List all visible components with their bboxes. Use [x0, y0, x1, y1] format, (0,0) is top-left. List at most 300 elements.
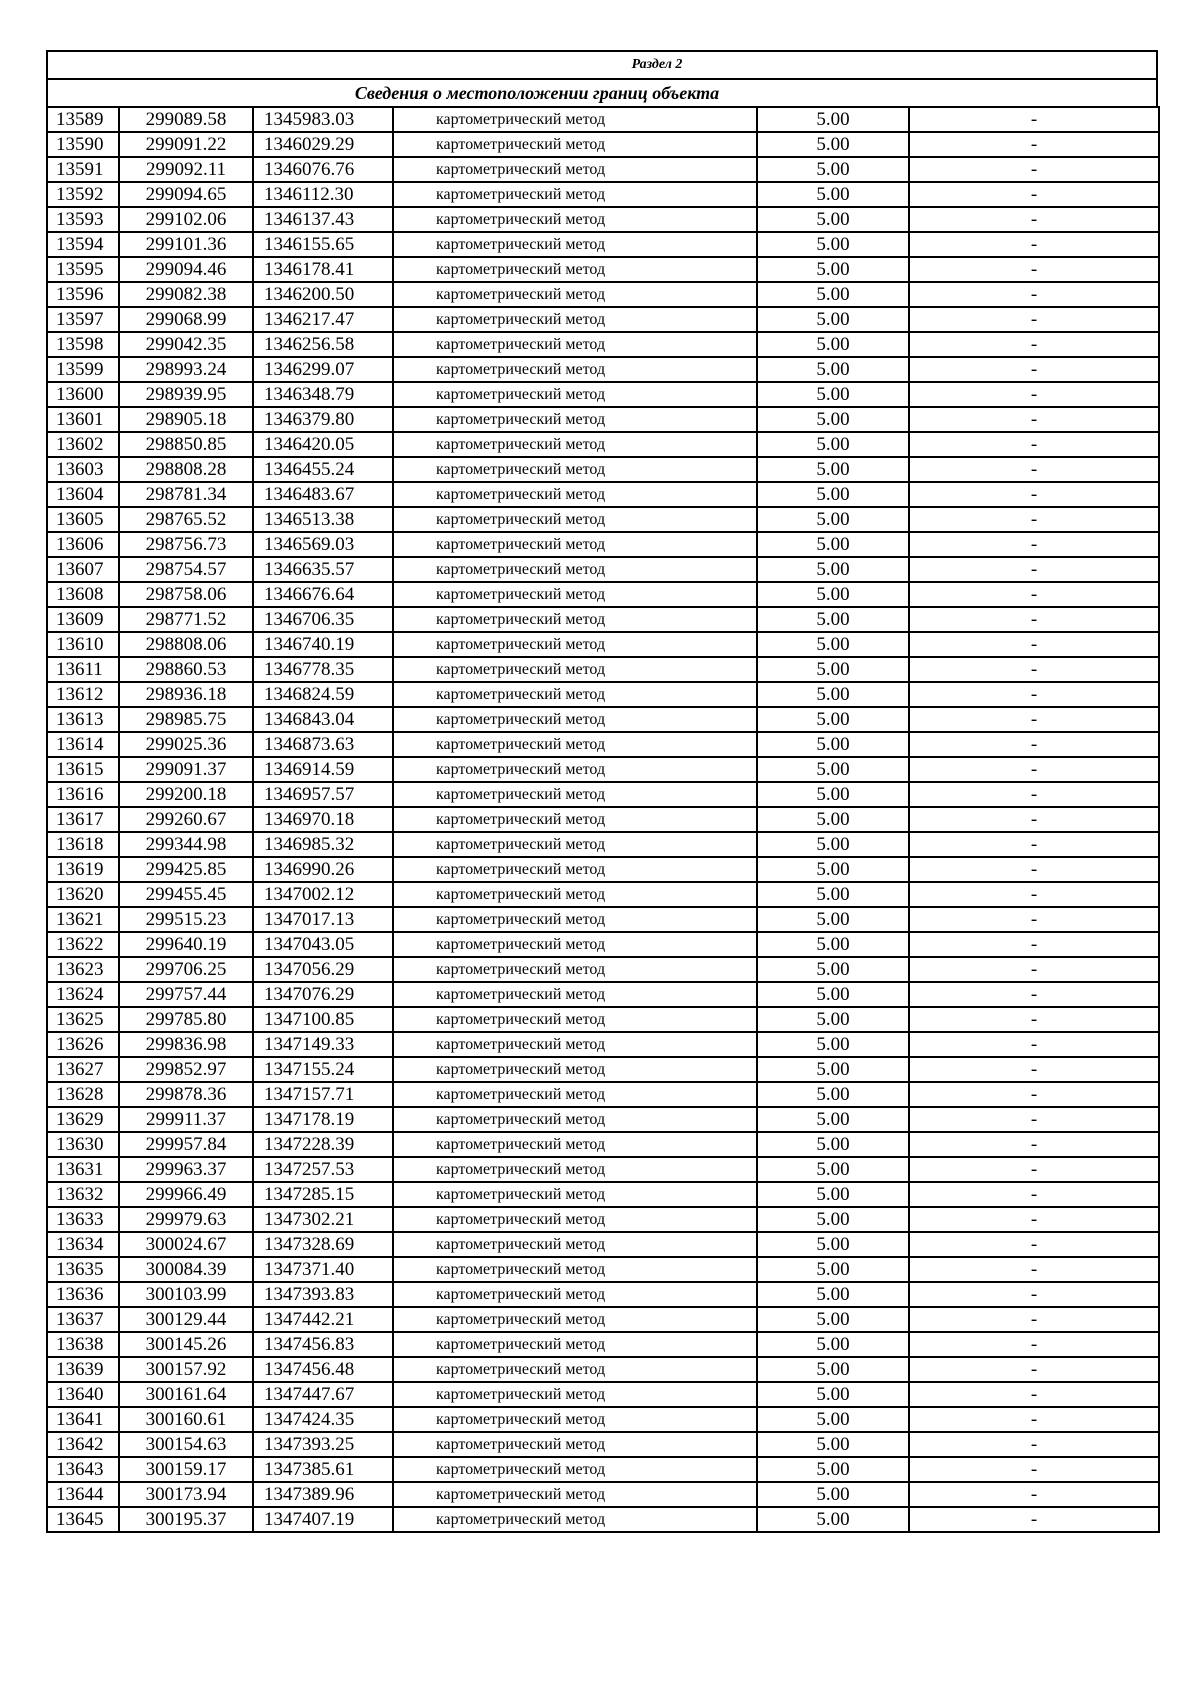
description-cell: - [909, 207, 1159, 232]
description-cell: - [909, 1382, 1159, 1407]
point-number-cell: 13603 [47, 457, 119, 482]
coord-x-cell: 298808.28 [119, 457, 253, 482]
table-row [47, 357, 1159, 382]
table-row [47, 657, 1159, 682]
description-cell: - [909, 1032, 1159, 1057]
point-number-cell: 13601 [47, 407, 119, 432]
coord-y-cell: 1346112.30 [253, 182, 393, 207]
point-number-cell: 13625 [47, 1007, 119, 1032]
point-number-cell: 13644 [47, 1482, 119, 1507]
method-cell: картометрический метод [393, 207, 757, 232]
table-row [47, 907, 1159, 932]
method-cell: картометрический метод [393, 1182, 757, 1207]
table-row [47, 557, 1159, 582]
coord-x-cell: 299966.49 [119, 1182, 253, 1207]
precision-cell: 5.00 [757, 1107, 909, 1132]
coord-x-cell: 298905.18 [119, 407, 253, 432]
method-cell: картометрический метод [393, 1507, 757, 1532]
precision-cell: 5.00 [757, 957, 909, 982]
method-cell: картометрический метод [393, 1482, 757, 1507]
precision-cell: 5.00 [757, 507, 909, 532]
precision-cell: 5.00 [757, 1082, 909, 1107]
description-cell: - [909, 307, 1159, 332]
point-number-cell: 13616 [47, 782, 119, 807]
point-number-cell: 13610 [47, 632, 119, 657]
description-cell: - [909, 1357, 1159, 1382]
method-cell: картометрический метод [393, 107, 757, 132]
description-cell: - [909, 457, 1159, 482]
method-cell: картометрический метод [393, 1132, 757, 1157]
point-number-cell: 13640 [47, 1382, 119, 1407]
table-row [47, 1432, 1159, 1457]
point-number-cell: 13639 [47, 1357, 119, 1382]
description-cell: - [909, 982, 1159, 1007]
coord-y-cell: 1346843.04 [253, 707, 393, 732]
description-cell: - [909, 557, 1159, 582]
table-row [47, 582, 1159, 607]
coord-y-cell: 1346029.29 [253, 132, 393, 157]
precision-cell: 5.00 [757, 682, 909, 707]
precision-cell: 5.00 [757, 1057, 909, 1082]
description-cell: - [909, 1057, 1159, 1082]
point-number-cell: 13613 [47, 707, 119, 732]
coord-y-cell: 1346483.67 [253, 482, 393, 507]
description-cell: - [909, 182, 1159, 207]
coord-x-cell: 298860.53 [119, 657, 253, 682]
method-cell: картометрический метод [393, 682, 757, 707]
table-row [47, 1332, 1159, 1357]
coord-y-cell: 1347456.83 [253, 1332, 393, 1357]
table-row [47, 882, 1159, 907]
point-number-cell: 13623 [47, 957, 119, 982]
description-cell: - [909, 282, 1159, 307]
method-cell: картометрический метод [393, 307, 757, 332]
table-row [47, 1032, 1159, 1057]
method-cell: картометрический метод [393, 832, 757, 857]
coord-y-cell: 1346970.18 [253, 807, 393, 832]
precision-cell: 5.00 [757, 1457, 909, 1482]
point-number-cell: 13635 [47, 1257, 119, 1282]
method-cell: картометрический метод [393, 507, 757, 532]
table-row [47, 682, 1159, 707]
description-cell: - [909, 507, 1159, 532]
description-cell: - [909, 607, 1159, 632]
description-cell: - [909, 632, 1159, 657]
coord-x-cell: 300160.61 [119, 1407, 253, 1432]
point-number-cell: 13614 [47, 732, 119, 757]
method-cell: картометрический метод [393, 757, 757, 782]
precision-cell: 5.00 [757, 657, 909, 682]
point-number-cell: 13612 [47, 682, 119, 707]
coord-y-cell: 1347017.13 [253, 907, 393, 932]
point-number-cell: 13626 [47, 1032, 119, 1057]
description-cell: - [909, 782, 1159, 807]
coord-y-cell: 1347285.15 [253, 1182, 393, 1207]
precision-cell: 5.00 [757, 282, 909, 307]
description-cell: - [909, 1482, 1159, 1507]
precision-cell: 5.00 [757, 1432, 909, 1457]
point-number-cell: 13596 [47, 282, 119, 307]
method-cell: картометрический метод [393, 482, 757, 507]
coord-x-cell: 299515.23 [119, 907, 253, 932]
coord-y-cell: 1347228.39 [253, 1132, 393, 1157]
description-cell: - [909, 882, 1159, 907]
method-cell: картометрический метод [393, 1382, 757, 1407]
coord-y-cell: 1346348.79 [253, 382, 393, 407]
point-number-cell: 13591 [47, 157, 119, 182]
precision-cell: 5.00 [757, 1382, 909, 1407]
coord-x-cell: 298939.95 [119, 382, 253, 407]
coord-x-cell: 299757.44 [119, 982, 253, 1007]
method-cell: картометрический метод [393, 1332, 757, 1357]
point-number-cell: 13621 [47, 907, 119, 932]
coord-x-cell: 299101.36 [119, 232, 253, 257]
point-number-cell: 13642 [47, 1432, 119, 1457]
document-title: Сведения о местоположении границ объекта [46, 78, 1158, 106]
coord-x-cell: 300159.17 [119, 1457, 253, 1482]
point-number-cell: 13602 [47, 432, 119, 457]
point-number-cell: 13636 [47, 1282, 119, 1307]
coord-y-cell: 1347002.12 [253, 882, 393, 907]
coord-x-cell: 299091.37 [119, 757, 253, 782]
description-cell: - [909, 257, 1159, 282]
precision-cell: 5.00 [757, 882, 909, 907]
description-cell: - [909, 107, 1159, 132]
table-row [47, 1407, 1159, 1432]
precision-cell: 5.00 [757, 932, 909, 957]
method-cell: картометрический метод [393, 1357, 757, 1382]
precision-cell: 5.00 [757, 1207, 909, 1232]
table-row [47, 1507, 1159, 1532]
point-number-cell: 13645 [47, 1507, 119, 1532]
description-cell: - [909, 757, 1159, 782]
coord-y-cell: 1346513.38 [253, 507, 393, 532]
coord-y-cell: 1346985.32 [253, 832, 393, 857]
coord-x-cell: 298758.06 [119, 582, 253, 607]
method-cell: картометрический метод [393, 557, 757, 582]
precision-cell: 5.00 [757, 1132, 909, 1157]
description-cell: - [909, 907, 1159, 932]
precision-cell: 5.00 [757, 982, 909, 1007]
table-row [47, 632, 1159, 657]
description-cell: - [909, 807, 1159, 832]
description-cell: - [909, 932, 1159, 957]
coord-x-cell: 299042.35 [119, 332, 253, 357]
coord-y-cell: 1347456.48 [253, 1357, 393, 1382]
method-cell: картометрический метод [393, 1232, 757, 1257]
method-cell: картометрический метод [393, 432, 757, 457]
coord-y-cell: 1346676.64 [253, 582, 393, 607]
description-cell: - [909, 1007, 1159, 1032]
coord-y-cell: 1346155.65 [253, 232, 393, 257]
coord-y-cell: 1346137.43 [253, 207, 393, 232]
point-number-cell: 13627 [47, 1057, 119, 1082]
coord-x-cell: 299963.37 [119, 1157, 253, 1182]
precision-cell: 5.00 [757, 857, 909, 882]
description-cell: - [909, 857, 1159, 882]
method-cell: картометрический метод [393, 232, 757, 257]
table-row [47, 1457, 1159, 1482]
coord-x-cell: 298808.06 [119, 632, 253, 657]
coord-y-cell: 1347155.24 [253, 1057, 393, 1082]
coord-x-cell: 300145.26 [119, 1332, 253, 1357]
coord-x-cell: 299094.46 [119, 257, 253, 282]
coord-x-cell: 299068.99 [119, 307, 253, 332]
table-row [47, 782, 1159, 807]
description-cell: - [909, 407, 1159, 432]
description-cell: - [909, 232, 1159, 257]
table-row [47, 857, 1159, 882]
method-cell: картометрический метод [393, 932, 757, 957]
precision-cell: 5.00 [757, 1332, 909, 1357]
precision-cell: 5.00 [757, 1157, 909, 1182]
description-cell: - [909, 157, 1159, 182]
method-cell: картометрический метод [393, 282, 757, 307]
method-cell: картометрический метод [393, 1007, 757, 1032]
method-cell: картометрический метод [393, 1432, 757, 1457]
point-number-cell: 13638 [47, 1332, 119, 1357]
precision-cell: 5.00 [757, 407, 909, 432]
method-cell: картометрический метод [393, 732, 757, 757]
coord-y-cell: 1346455.24 [253, 457, 393, 482]
coord-y-cell: 1347328.69 [253, 1232, 393, 1257]
table-row [47, 1057, 1159, 1082]
method-cell: картометрический метод [393, 1032, 757, 1057]
coord-x-cell: 299706.25 [119, 957, 253, 982]
method-cell: картометрический метод [393, 1082, 757, 1107]
point-number-cell: 13630 [47, 1132, 119, 1157]
table-row [47, 407, 1159, 432]
description-cell: - [909, 1207, 1159, 1232]
document-sheet [46, 50, 1158, 1533]
description-cell: - [909, 1432, 1159, 1457]
coord-y-cell: 1347371.40 [253, 1257, 393, 1282]
point-number-cell: 13624 [47, 982, 119, 1007]
precision-cell: 5.00 [757, 607, 909, 632]
coord-y-cell: 1347076.29 [253, 982, 393, 1007]
point-number-cell: 13615 [47, 757, 119, 782]
table-row [47, 1307, 1159, 1332]
description-cell: - [909, 1307, 1159, 1332]
table-row [47, 1232, 1159, 1257]
coord-x-cell: 300195.37 [119, 1507, 253, 1532]
table-row [47, 1107, 1159, 1132]
coord-y-cell: 1346379.80 [253, 407, 393, 432]
point-number-cell: 13618 [47, 832, 119, 857]
precision-cell: 5.00 [757, 232, 909, 257]
precision-cell: 5.00 [757, 1032, 909, 1057]
coord-y-cell: 1347393.25 [253, 1432, 393, 1457]
point-number-cell: 13592 [47, 182, 119, 207]
precision-cell: 5.00 [757, 332, 909, 357]
coord-x-cell: 300084.39 [119, 1257, 253, 1282]
coord-x-cell: 298765.52 [119, 507, 253, 532]
point-number-cell: 13608 [47, 582, 119, 607]
table-row [47, 732, 1159, 757]
coord-x-cell: 300157.92 [119, 1357, 253, 1382]
coord-y-cell: 1347302.21 [253, 1207, 393, 1232]
point-number-cell: 13599 [47, 357, 119, 382]
table-row [47, 1482, 1159, 1507]
precision-cell: 5.00 [757, 907, 909, 932]
point-number-cell: 13620 [47, 882, 119, 907]
coord-x-cell: 299425.85 [119, 857, 253, 882]
method-cell: картометрический метод [393, 582, 757, 607]
coord-x-cell: 299957.84 [119, 1132, 253, 1157]
method-cell: картометрический метод [393, 1107, 757, 1132]
table-row [47, 607, 1159, 632]
precision-cell: 5.00 [757, 1357, 909, 1382]
coord-x-cell: 299979.63 [119, 1207, 253, 1232]
coord-y-cell: 1347149.33 [253, 1032, 393, 1057]
method-cell: картометрический метод [393, 857, 757, 882]
method-cell: картометрический метод [393, 1282, 757, 1307]
point-number-cell: 13641 [47, 1407, 119, 1432]
precision-cell: 5.00 [757, 157, 909, 182]
precision-cell: 5.00 [757, 1507, 909, 1532]
method-cell: картометрический метод [393, 882, 757, 907]
description-cell: - [909, 532, 1159, 557]
table-row [47, 832, 1159, 857]
point-number-cell: 13611 [47, 657, 119, 682]
coord-y-cell: 1346990.26 [253, 857, 393, 882]
coord-y-cell: 1346178.41 [253, 257, 393, 282]
coord-y-cell: 1346635.57 [253, 557, 393, 582]
point-number-cell: 13622 [47, 932, 119, 957]
table-row [47, 1282, 1159, 1307]
description-cell: - [909, 1457, 1159, 1482]
coord-x-cell: 298850.85 [119, 432, 253, 457]
precision-cell: 5.00 [757, 1407, 909, 1432]
precision-cell: 5.00 [757, 757, 909, 782]
point-number-cell: 13598 [47, 332, 119, 357]
description-cell: - [909, 707, 1159, 732]
table-row [47, 132, 1159, 157]
description-cell: - [909, 957, 1159, 982]
precision-cell: 5.00 [757, 532, 909, 557]
description-cell: - [909, 1082, 1159, 1107]
method-cell: картометрический метод [393, 532, 757, 557]
point-number-cell: 13629 [47, 1107, 119, 1132]
method-cell: картометрический метод [393, 1257, 757, 1282]
coord-y-cell: 1347393.83 [253, 1282, 393, 1307]
precision-cell: 5.00 [757, 357, 909, 382]
description-cell: - [909, 1107, 1159, 1132]
precision-cell: 5.00 [757, 432, 909, 457]
precision-cell: 5.00 [757, 1257, 909, 1282]
coord-y-cell: 1347385.61 [253, 1457, 393, 1482]
point-number-cell: 13593 [47, 207, 119, 232]
table-row [47, 1182, 1159, 1207]
coord-y-cell: 1346740.19 [253, 632, 393, 657]
coord-y-cell: 1346076.76 [253, 157, 393, 182]
boundary-points-table [46, 106, 1160, 1533]
coord-x-cell: 298754.57 [119, 557, 253, 582]
method-cell: картометрический метод [393, 807, 757, 832]
coord-x-cell: 298985.75 [119, 707, 253, 732]
coord-x-cell: 298936.18 [119, 682, 253, 707]
coord-x-cell: 298756.73 [119, 532, 253, 557]
table-row [47, 807, 1159, 832]
coord-y-cell: 1346957.57 [253, 782, 393, 807]
coord-y-cell: 1346200.50 [253, 282, 393, 307]
coord-y-cell: 1347407.19 [253, 1507, 393, 1532]
table-row [47, 282, 1159, 307]
precision-cell: 5.00 [757, 182, 909, 207]
coord-x-cell: 299344.98 [119, 832, 253, 857]
coord-x-cell: 299852.97 [119, 1057, 253, 1082]
point-number-cell: 13605 [47, 507, 119, 532]
method-cell: картометрический метод [393, 132, 757, 157]
point-number-cell: 13600 [47, 382, 119, 407]
table-row [47, 257, 1159, 282]
coord-x-cell: 299455.45 [119, 882, 253, 907]
method-cell: картометрический метод [393, 907, 757, 932]
coord-y-cell: 1347178.19 [253, 1107, 393, 1132]
coord-y-cell: 1346299.07 [253, 357, 393, 382]
coord-x-cell: 300154.63 [119, 1432, 253, 1457]
point-number-cell: 13631 [47, 1157, 119, 1182]
coord-y-cell: 1346914.59 [253, 757, 393, 782]
coord-y-cell: 1346873.63 [253, 732, 393, 757]
coord-x-cell: 299260.67 [119, 807, 253, 832]
description-cell: - [909, 657, 1159, 682]
coord-y-cell: 1346420.05 [253, 432, 393, 457]
coord-x-cell: 299640.19 [119, 932, 253, 957]
method-cell: картометрический метод [393, 982, 757, 1007]
method-cell: картометрический метод [393, 257, 757, 282]
coord-y-cell: 1345983.03 [253, 107, 393, 132]
description-cell: - [909, 1157, 1159, 1182]
description-cell: - [909, 832, 1159, 857]
point-number-cell: 13637 [47, 1307, 119, 1332]
method-cell: картометрический метод [393, 607, 757, 632]
method-cell: картометрический метод [393, 182, 757, 207]
description-cell: - [909, 1232, 1159, 1257]
coord-x-cell: 300103.99 [119, 1282, 253, 1307]
method-cell: картометрический метод [393, 657, 757, 682]
table-row [47, 457, 1159, 482]
table-row [47, 982, 1159, 1007]
table-row [47, 1082, 1159, 1107]
coord-x-cell: 299094.65 [119, 182, 253, 207]
coord-x-cell: 300129.44 [119, 1307, 253, 1332]
method-cell: картометрический метод [393, 1157, 757, 1182]
table-row [47, 207, 1159, 232]
method-cell: картометрический метод [393, 382, 757, 407]
coord-x-cell: 299089.58 [119, 107, 253, 132]
precision-cell: 5.00 [757, 707, 909, 732]
precision-cell: 5.00 [757, 457, 909, 482]
table-row [47, 1257, 1159, 1282]
point-number-cell: 13607 [47, 557, 119, 582]
coord-y-cell: 1347389.96 [253, 1482, 393, 1507]
precision-cell: 5.00 [757, 632, 909, 657]
point-number-cell: 13617 [47, 807, 119, 832]
coord-x-cell: 298781.34 [119, 482, 253, 507]
description-cell: - [909, 1407, 1159, 1432]
description-cell: - [909, 1507, 1159, 1532]
precision-cell: 5.00 [757, 807, 909, 832]
table-row [47, 182, 1159, 207]
precision-cell: 5.00 [757, 557, 909, 582]
point-number-cell: 13619 [47, 857, 119, 882]
precision-cell: 5.00 [757, 107, 909, 132]
precision-cell: 5.00 [757, 1182, 909, 1207]
coord-x-cell: 299102.06 [119, 207, 253, 232]
precision-cell: 5.00 [757, 132, 909, 157]
description-cell: - [909, 357, 1159, 382]
